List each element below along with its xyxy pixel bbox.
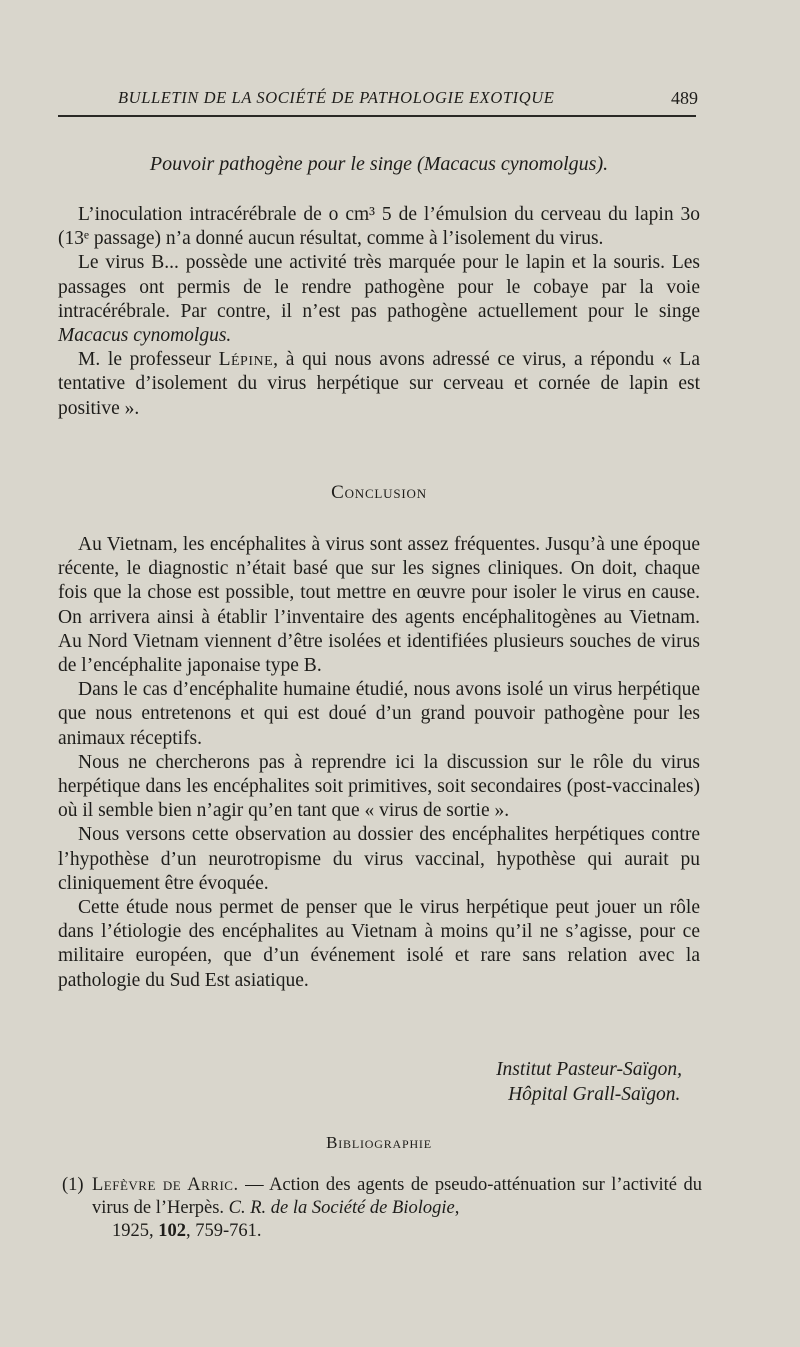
entry-pages: , 759-761. <box>186 1221 262 1241</box>
entry-text: , <box>454 1198 460 1218</box>
page-header <box>60 86 700 116</box>
bibliography-entry <box>62 1174 702 1243</box>
entry-year: 1925, <box>112 1221 159 1241</box>
running-title: BULLETIN DE LA SOCIÉTÉ DE PATHOLOGIE EXOTIQUE <box>118 88 555 107</box>
header-rule <box>58 115 696 117</box>
entry-text: — Action des agents de pseudo-atténuation sur l’activité du virus de l’Herpès. <box>92 1175 702 1218</box>
intro-text <box>58 203 700 421</box>
conclusion-title: Conclusion <box>331 482 427 503</box>
paragraph: Nous versons cette observation au dossier des encéphalites herpétiques contre l’hypothèse d’un neurotropisme du virus vaccinal, hypothèse qui aurait pu cliniquement être évoquée. <box>58 824 700 894</box>
signature-institute: Institut Pasteur-Saïgon, <box>496 1059 682 1080</box>
entry-number: (1) <box>62 1175 84 1195</box>
paragraph <box>58 348 700 421</box>
signature-hospital: Hôpital Grall-Saïgon. <box>508 1083 681 1105</box>
paragraph <box>58 251 700 348</box>
paragraph: Au Vietnam, les encéphalites à virus sont assez fréquentes. Jusqu’à une époque récente, le diagnostic n’était basé que sur les signes cliniques. On doit, chaque fois que la chose est possible, tout mettre en œuvre pour isoler le virus en cause. On arrivera ainsi à établir l’inventaire des agents encéphalitogènes au Vietnam. Au Nord Vietnam viennent d’être isolées et identifiées plusieurs souches de virus de l’encéphalite japonaise type B. <box>58 534 700 677</box>
paragraph-text: M. le professeur <box>78 349 219 371</box>
signature <box>496 1058 682 1107</box>
subsection-title: Pouvoir pathogène pour le singe (Macacus cynomolgus). <box>149 153 609 175</box>
paragraph: Cette étude nous permet de penser que le virus herpétique peut jouer un rôle dans l’étiologie des encéphalites au Vietnam à moins qu’il ne s’agisse, pour ce militaire européen, que d’un événement isolé et rare sans relation avec la pathologie du Sud Est asiatique. <box>58 897 700 991</box>
paragraph: Dans le cas d’encéphalite humaine étudié, nous avons isolé un virus herpétique que nous entretenons et qui est doué d’un grand pouvoir pathogène pour les animaux réceptifs. <box>58 679 700 749</box>
paragraph-text: , à qui nous avons adressé ce virus, a répondu « La tentative d’isolement du virus herpétique sur cerveau et cornée de lapin est positive ». <box>58 349 700 419</box>
paragraph: Nous ne chercherons pas à reprendre ici la discussion sur le rôle du virus herpétique dans les encéphalites soit primitives, soit secondaires (post-vaccinales) où il semble bien n’agir qu’en tant que « virus de sortie ». <box>58 751 700 822</box>
entry-volume: 102 <box>158 1221 186 1241</box>
species-name: Macacus cynomolgus. <box>58 325 232 347</box>
entry-journal: C. R. de la Société de Biologie <box>228 1198 455 1218</box>
entry-author: Lefèvre de Arric. <box>92 1175 239 1195</box>
entry-body <box>92 1174 702 1220</box>
entry-reference <box>112 1220 702 1243</box>
page-number: 489 <box>671 88 698 108</box>
paragraph-text: Le virus B... possède une activité très marquée pour le lapin et la souris. Les passages ont permis de le rendre pathogène pour le cobaye par la voie intracérébrale. Par contre, il n’est pas pathogène actuellement pour le singe <box>58 252 700 322</box>
conclusion-text <box>58 533 700 993</box>
paragraph: L’inoculation intracérébrale de o cm³ 5 de l’émulsion du cerveau du lapin 3o (13ᵉ passage) n’a donné aucun résultat, comme à l’isolement du virus. <box>58 204 700 250</box>
bibliography-title: Bibliographie <box>326 1133 432 1152</box>
person-name: Lépine <box>218 349 274 371</box>
